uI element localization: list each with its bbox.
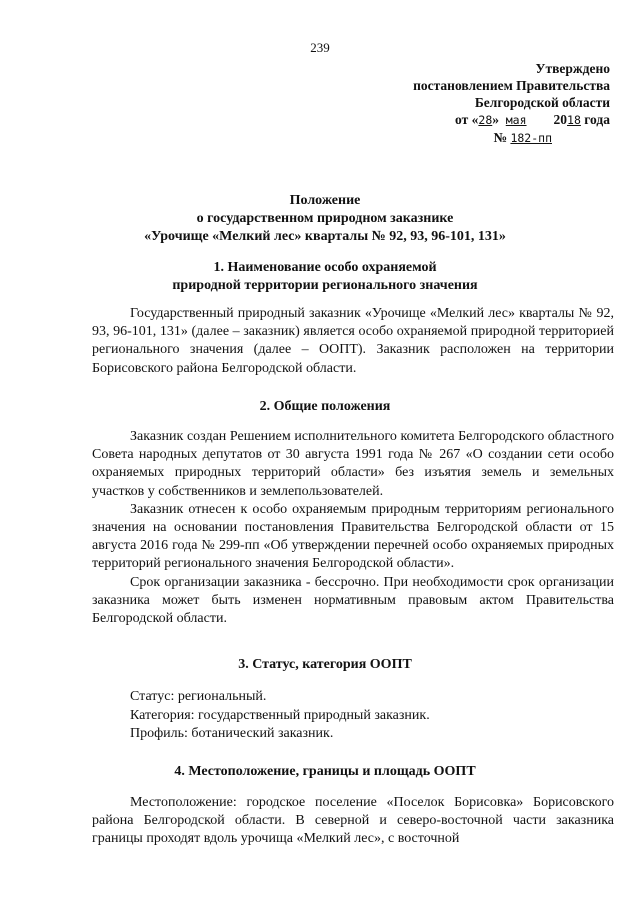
section-3-heading: 3. Статус, категория ООПТ [238,657,412,672]
status-line: Статус: региональный. [130,689,267,704]
approval-line-2: постановлением Правительства [413,78,610,93]
section-4-body [92,794,614,849]
section-2-heading: 2. Общие положения [259,399,391,414]
page-number: 239 [310,40,330,55]
section-1-body [92,305,614,378]
approval-date: от «28» мая 2018 года [455,112,610,127]
approval-day: 28 [478,113,493,127]
document-title: Положение о государственном природном заказнике «Урочище «Мелкий лес» кварталы № 92, 93, 96-101, 131» [144,193,506,244]
paragraph: Срок организации заказника - бессрочно. При необходимости срок организации заказника может быть изменен нормативным правовым актом Правительства Белгородской области. [92,574,614,627]
approval-year: 18 [567,113,581,127]
paragraph: Местоположение: городское поселение «Поселок Борисовка» Борисовского района Белгородской области. В северной и северо-восточной части заказника границы проходят вдоль урочища «Мелкий лес», с восточной [92,795,614,847]
profile-line: Профиль: ботанический заказник. [130,726,334,742]
category-line: Категория: государственный природный заказник. [130,707,430,723]
paragraph: Заказник отнесен к особо охраняемым природным территориям регионального значения на основании постановления Правительства Белгородской области от 15 августа 2016 года № 299-пп «Об утверждении перечней особо охраняемых природных территорий регионального значения Белгородской области». [92,501,614,572]
approval-line-3: Белгородской области [474,95,610,110]
paragraph: Заказник создан Решением исполнительного комитета Белгородского областного Совета народных депутатов от 30 августа 1991 года № 267 «О создании сети особо охраняемых природных территорий области» без изъятия земель и земельных участков у собственников и землепользователей. [92,429,614,499]
approval-number: № 182-пп [493,130,552,145]
section-1-heading: 1. Наименование особо охраняемой природной территории регионального значения [172,260,478,293]
paragraph: Государственный природный заказник «Урочище «Мелкий лес» кварталы № 92, 93, 96-101, 131» (далее – заказник) является особо охраняемой природной территорией регионального значения (далее – ООПТ). Заказник расположен на территории Борисовского района Белгородской области. [92,306,614,376]
section-3-body [130,688,430,744]
approval-block [370,60,610,147]
approval-number-value: 182-пп [510,131,552,145]
approval-month: мая [505,113,527,127]
section-4-heading: 4. Местоположение, границы и площадь ООПТ [174,764,476,779]
approval-line-1: Утверждено [535,61,610,76]
section-2-body [92,428,614,628]
